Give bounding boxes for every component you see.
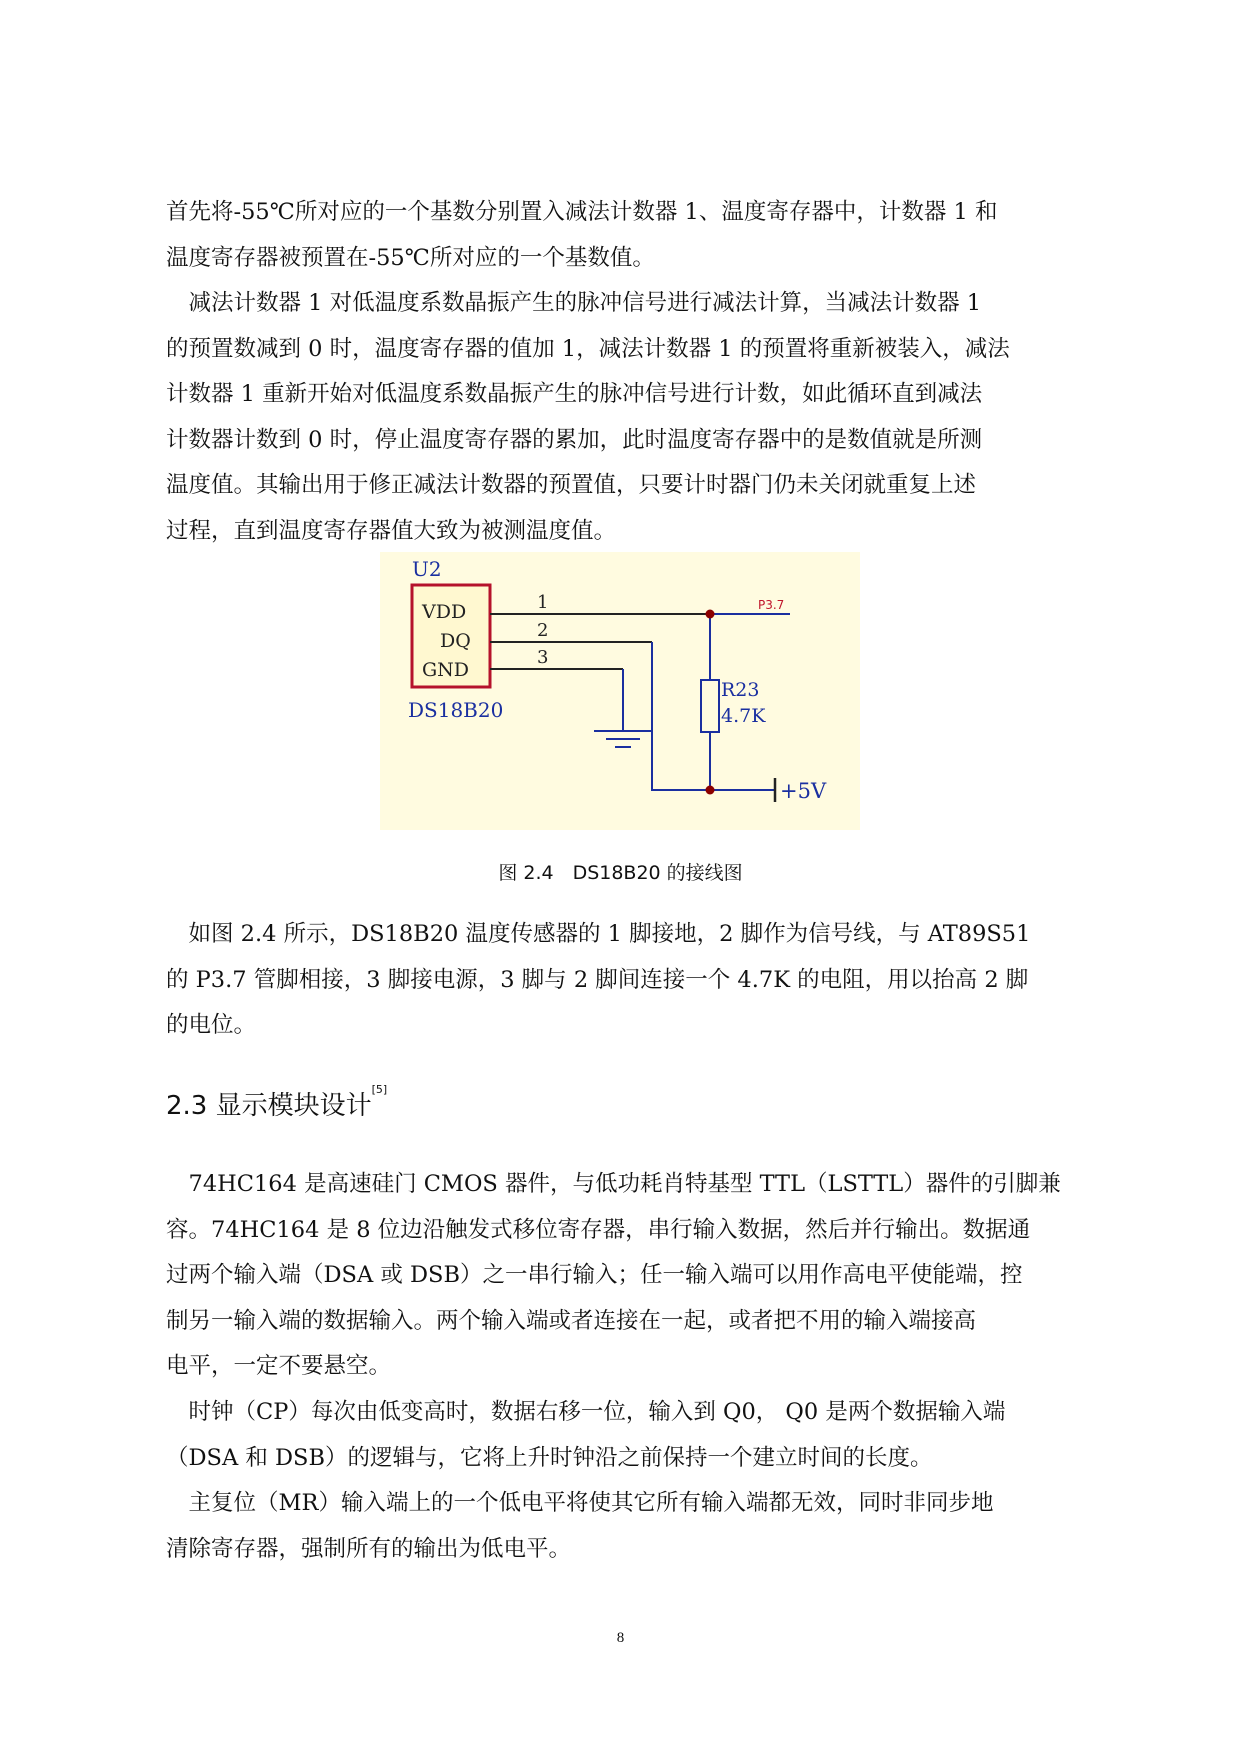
text-line: 计数器计数到 0 时，停止温度寄存器的累加，此时温度寄存器中的是数值就是所测: [166, 426, 983, 453]
text-line: 温度寄存器被预置在-55℃所对应的一个基数值。: [166, 244, 655, 271]
paragraph-2: [166, 281, 1082, 554]
text-line: 清除寄存器，强制所有的输出为低电平。: [166, 1535, 572, 1562]
pin-label-dq: DQ: [440, 630, 471, 652]
text-line: 减法计数器 1 对低温度系数晶振产生的脉冲信号进行减法计算，当减法计数器 1: [166, 290, 982, 316]
paragraph-4: [166, 1162, 1082, 1390]
text-line: 温度值。其输出用于修正减法计数器的预置值，只要计时器门仍未关闭就重复上述: [166, 472, 977, 498]
pin-label-gnd: GND: [422, 659, 470, 681]
schematic-diagram: [380, 552, 860, 830]
text-line: 的预置数减到 0 时，温度寄存器的值加 1，减法计数器 1 的预置将重新被装入，减法: [166, 335, 1010, 362]
pin-label-vdd: VDD: [422, 601, 467, 623]
text-line: 74HC164 是高速硅门 CMOS 器件，与低功耗肖特基型 TTL（LSTTL）器件的引脚兼: [166, 1171, 1061, 1197]
figure-caption: 图 2.4 DS18B20 的接线图: [498, 862, 743, 884]
text-line: 容。74HC164 是 8 位边沿触发式移位寄存器，串行输入数据，然后并行输出。数据通: [166, 1216, 1031, 1243]
text-line: 的电位。: [166, 1012, 257, 1038]
power-label: +5V: [780, 779, 827, 803]
chip-ref-label: U2: [412, 557, 442, 581]
section-heading-text: 2.3 显示模块设计: [166, 1091, 372, 1121]
text-line: 时钟（CP）每次由低变高时，数据右移一位，输入到 Q0， Q0 是两个数据输入端: [166, 1399, 1006, 1425]
text-line: 如图 2.4 所示，DS18B20 温度传感器的 1 脚接地，2 脚作为信号线，与 AT89S51: [166, 921, 1031, 947]
paragraph-1: [166, 190, 1082, 281]
paragraph-5: [166, 1390, 1082, 1481]
chip-name-label: DS18B20: [408, 698, 504, 722]
text-line: 过两个输入端（DSA 或 DSB）之一串行输入；任一输入端可以用作高电平使能端，控: [166, 1262, 1023, 1288]
page-number: 8: [616, 1630, 625, 1646]
text-line: 计数器 1 重新开始对低温度系数晶振产生的脉冲信号进行计数，如此循环直到减法: [166, 381, 983, 407]
junction-bottom: [706, 786, 715, 795]
pin-number-3: 3: [537, 647, 549, 668]
citation-ref: [5]: [371, 1083, 388, 1096]
text-line: 的 P3.7 管脚相接，3 脚接电源，3 脚与 2 脚间连接一个 4.7K 的电阻，用以抬高 2 脚: [166, 966, 1029, 993]
resistor-value-label: 4.7K: [721, 705, 766, 727]
text-line: （DSA 和 DSB）的逻辑与，它将上升时钟沿之前保持一个建立时间的长度。: [166, 1444, 933, 1471]
resistor-body: [701, 680, 719, 732]
pin-number-2: 2: [537, 620, 549, 641]
pin-number-1: 1: [537, 592, 549, 613]
text-line: 制另一输入端的数据输入。两个输入端或者连接在一起，或者把不用的输入端接高: [166, 1307, 977, 1334]
text-line: 电平，一定不要悬空。: [166, 1353, 392, 1379]
resistor-ref-label: R23: [721, 679, 760, 701]
text-line: 主复位（MR）输入端上的一个低电平将使其它所有输入端都无效，同时非同步地: [166, 1490, 994, 1516]
text-line: 过程，直到温度寄存器值大致为被测温度值。: [166, 517, 617, 544]
section-heading: [166, 1085, 387, 1122]
net-label-p37: P3.7: [758, 598, 785, 612]
paragraph-6: [166, 1481, 1082, 1572]
wiring-figure: [380, 552, 860, 830]
paragraph-3: [166, 912, 1082, 1049]
text-line: 首先将-55℃所对应的一个基数分别置入减法计数器 1、温度寄存器中，计数器 1 和: [166, 199, 998, 225]
junction-top: [706, 610, 715, 619]
